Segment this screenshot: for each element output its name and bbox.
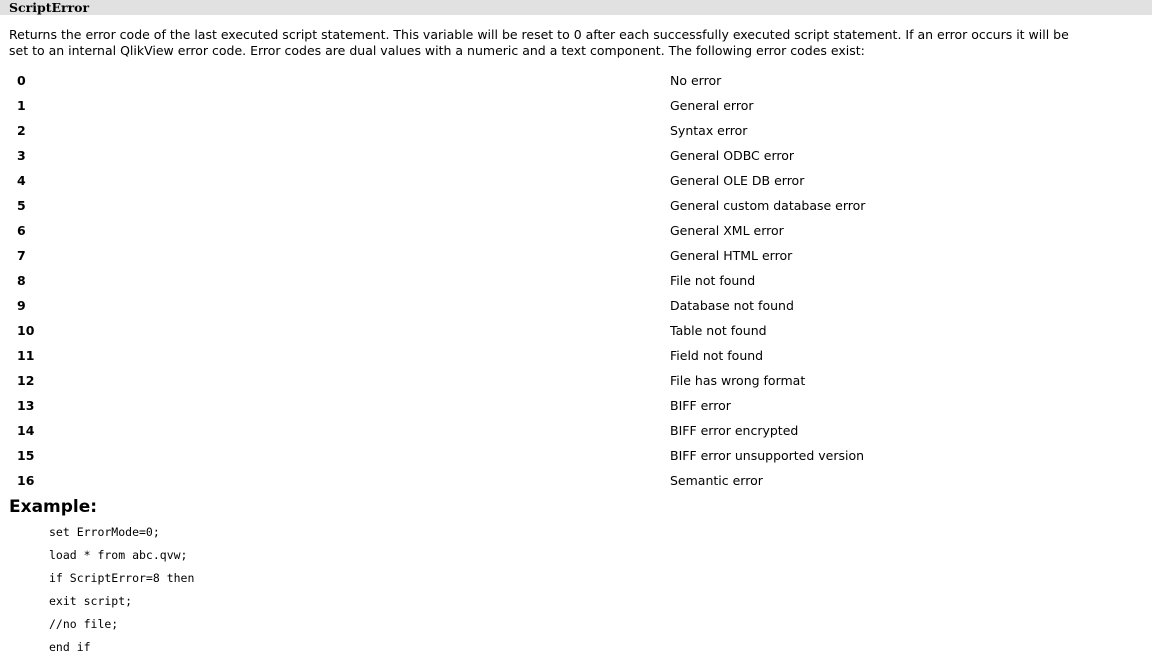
- error-code-row: [17, 343, 1147, 368]
- error-code-row: [17, 268, 1147, 293]
- error-code-row: [17, 193, 1147, 218]
- error-code-number: 1: [17, 98, 26, 113]
- description: [9, 27, 1155, 59]
- error-code-text: General custom database error: [670, 198, 866, 213]
- error-code-text: File not found: [670, 273, 756, 288]
- error-code-row: [17, 318, 1147, 343]
- error-code-row: [17, 443, 1147, 468]
- code-line: set ErrorMode=0;: [49, 525, 160, 539]
- example-code-block: [49, 521, 194, 654]
- error-code-text: General OLE DB error: [670, 173, 805, 188]
- error-codes-table: [17, 68, 1147, 493]
- error-code-text: Table not found: [670, 323, 767, 338]
- code-line: if ScriptError=8 then: [49, 571, 195, 585]
- error-code-number: 15: [17, 448, 35, 463]
- error-code-number: 0: [17, 73, 26, 88]
- error-code-text: BIFF error encrypted: [670, 423, 799, 438]
- error-code-text: Database not found: [670, 298, 794, 313]
- error-code-number: 13: [17, 398, 35, 413]
- error-code-row: [17, 243, 1147, 268]
- code-line: //no file;: [49, 617, 119, 631]
- code-line: load * from abc.qvw;: [49, 548, 188, 562]
- error-code-text: General ODBC error: [670, 148, 795, 163]
- error-code-row: [17, 368, 1147, 393]
- page-title: ScriptError: [9, 0, 90, 15]
- error-code-text: General error: [670, 98, 754, 113]
- error-code-row: [17, 293, 1147, 318]
- error-code-row: [17, 393, 1147, 418]
- error-code-number: 5: [17, 198, 26, 213]
- error-code-number: 8: [17, 273, 26, 288]
- error-code-number: 11: [17, 348, 35, 363]
- error-code-row: [17, 168, 1147, 193]
- error-code-text: File has wrong format: [670, 373, 806, 388]
- error-code-row: [17, 218, 1147, 243]
- description-line: set to an internal QlikView error code. Error codes are dual values with a numeric and a text component. The following error codes exist:: [9, 43, 865, 58]
- error-code-text: No error: [670, 73, 722, 88]
- error-code-row: [17, 93, 1147, 118]
- error-code-row: [17, 418, 1147, 443]
- error-code-number: 3: [17, 148, 26, 163]
- title-bar: [0, 0, 1152, 15]
- error-code-number: 12: [17, 373, 35, 388]
- error-code-row: [17, 143, 1147, 168]
- error-code-text: BIFF error unsupported version: [670, 448, 865, 463]
- error-code-number: 10: [17, 323, 35, 338]
- error-code-number: 16: [17, 473, 35, 488]
- error-code-text: Field not found: [670, 348, 764, 363]
- description-line: Returns the error code of the last executed script statement. This variable will be reset to 0 after each successfully executed script statement. If an error occurs it will be: [9, 27, 1069, 42]
- error-code-row: [17, 468, 1147, 493]
- error-code-row: [17, 68, 1147, 93]
- error-code-number: 4: [17, 173, 26, 188]
- error-code-number: 2: [17, 123, 26, 138]
- error-code-number: 6: [17, 223, 26, 238]
- code-line: end if: [49, 640, 91, 654]
- error-code-number: 7: [17, 248, 26, 263]
- example-heading: Example:: [9, 497, 98, 517]
- error-code-text: General HTML error: [670, 248, 793, 263]
- code-line: exit script;: [49, 594, 133, 608]
- error-code-text: BIFF error: [670, 398, 731, 413]
- error-code-row: [17, 118, 1147, 143]
- error-code-number: 9: [17, 298, 26, 313]
- error-code-text: Semantic error: [670, 473, 763, 488]
- error-code-text: Syntax error: [670, 123, 748, 138]
- error-code-number: 14: [17, 423, 35, 438]
- error-code-text: General XML error: [670, 223, 784, 238]
